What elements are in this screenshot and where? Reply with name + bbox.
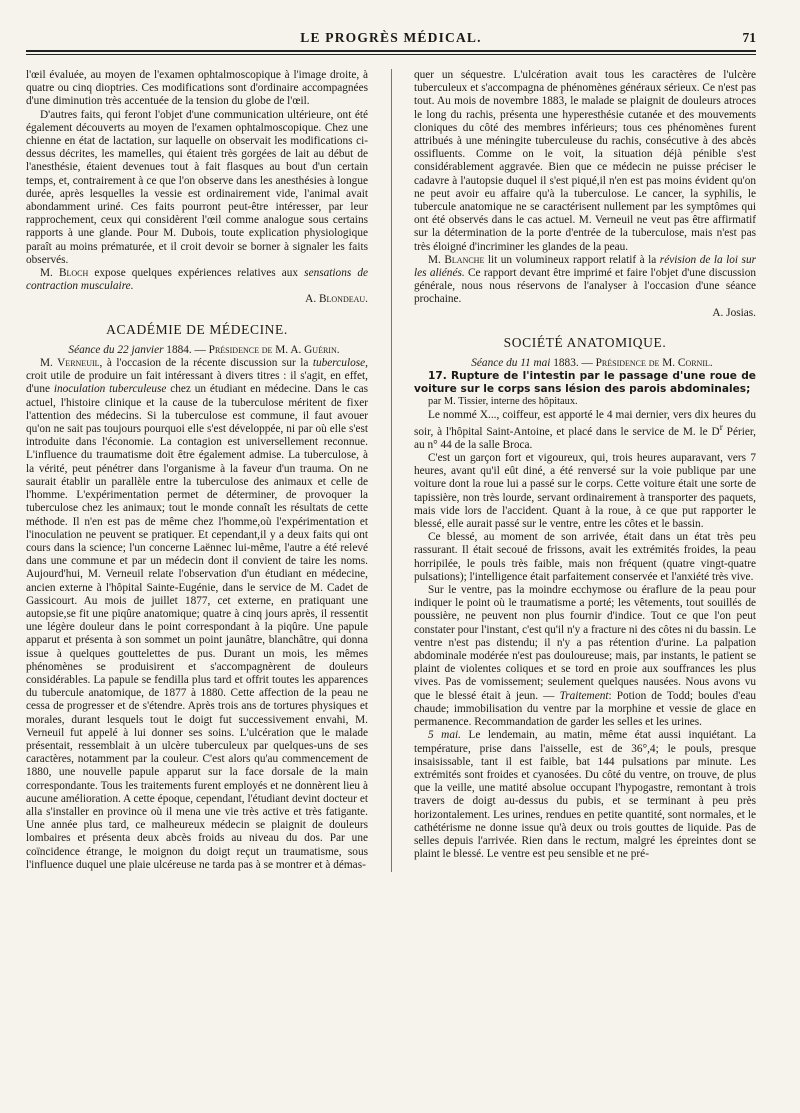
superscript: r	[719, 422, 723, 433]
italic-text: Traitement	[559, 689, 609, 702]
session-presidence: Présidence de M. A. Guérin.	[208, 343, 340, 356]
running-head	[26, 30, 756, 48]
header-rule	[26, 50, 756, 52]
paragraph-text: Le lendemain, au matin, même état aussi inquiétant. La température, prise dans l'aisselle, est de 36°,4; le pouls, presque insaisissable, tant il est faible, bat 144 pulsations par minute. Les extrémités sont froides et cyanosées. Du côté du ventre, on trouve, de plus que la veille, une matité absolue occupant l'hypogastre, remontant à trois travers de doigt au-dessus du pubis, et se terminant à peu près horizontalement. Les urines, rendues en petite quantité, sont normales, et le cathétérisme ne donne issue qu'à deux ou trois gouttes de liquide. Pas de selles depuis l'arrivée. Rien dans le rectum, malgré les épreintes dont se plaint le blessé. Le ventre est peu sensible et ne pré-	[414, 729, 756, 861]
speaker-name: M. Verneuil	[40, 357, 100, 370]
session-year: 1883. —	[550, 357, 596, 370]
right-column	[414, 69, 756, 872]
paragraph-text: Sur le ventre, pas la moindre ecchymose ou éraflure de la peau pour indiquer le point où le traumatisme a porté; les vêtements, tout souillés de poussière, ne peuvent non plus fournir d'indice. Tout ce que l'on peut constater pour l'instant, c'est qu'il n'y a fracture ni des côtes ni du bassin. Le ventre n'est pas distendu; il n'y a pas rétention d'urine. La palpation abdominale modérée n'est pas douloureuse; mais, par instants, le patient se plaint de violentes coliques et se tord en proie aux souffrances les plus vives. Pas de vomissement; seulement quelques nausées. Nous avons vu que le blessé était à jeun. —	[414, 584, 756, 702]
paragraph	[414, 584, 756, 729]
paragraph-text: expose quelques expériences relatives aux	[88, 267, 305, 280]
speaker-name: M. Blanche	[428, 253, 485, 266]
section-title-text: SOCIÉTÉ ANATOMIQUE.	[503, 334, 667, 350]
speaker-name: M. Bloch	[40, 267, 89, 280]
signature	[26, 293, 368, 306]
paragraph-text: , croit utile de produire un fait intéressant à divers titres : il s'agit, en effet, d'une	[26, 357, 368, 396]
italic-text: révision de la loi sur les aliénés.	[414, 253, 757, 280]
paragraph-text: , à l'occasion de la récente discussion sur la	[99, 357, 313, 370]
italic-text: inoculation tuberculeuse	[53, 383, 167, 396]
signature	[414, 307, 756, 320]
session-line	[26, 344, 368, 357]
paragraph	[414, 409, 756, 452]
header-rule-thin	[26, 54, 756, 55]
paragraph-text: Ce rapport devant être imprimé et faire l'objet d'une discussion générale, nous nous réservons de l'analyser à l'occasion d'une séance prochaine.	[414, 267, 756, 306]
page-number: 71	[742, 30, 756, 45]
paragraph: Ce blessé, au moment de son arrivée, était dans un état très peu rassurant. Il était secoué de frissons, avait les extrémités froides, la peau horripilée, le pouls très faible, mais non fréquent (quatre vingt-quatre pulsations); l'intelligence était parfaitement conservée et l'anxiété très vive.	[414, 531, 756, 583]
paragraph	[26, 357, 368, 872]
paragraph-text: Périer, au n° 44 de la salle Broca.	[414, 425, 757, 451]
paragraph: C'est un garçon fort et vigoureux, qui, trois heures auparavant, vers 7 heures, avant qu'il eût diné, a été renversé sur la voie publique par une voiture dont la roue lui a passé sur le corps. Cette voiture était une sorte de tapissière, non très lourde, servant ordinairement à transporter des paquets, mais vide lors de l'accident. Quant à la roue, à ce que put rapporter le blessé, elle aurait passé sur le ventre, entre les côtes et le bassin.	[414, 452, 756, 531]
paragraph-text: chez un étudiant en médecine. Dans le cas actuel, l'histoire clinique et la cause de la tuberculose méritent de fixer l'attention des médecins. Si la tuberculose est commune, il faut avouer qu'on ne sait pas toujours pourquoi elle s'est développée, ni par où elle s'est introduite dans l'économie. La contagion est universellement reconnue. L'influence du traumatisme doit être également admise. La tuberculose, à la vérité, peut pénétrer dans l'organisme à la faveur d'un trauma. On ne saurait établir un parallèle entre la tuberculose des animaux et celle de l'homme. L'expérimentation permet de déterminer, de provoquer la tuberculose chez les animaux; tout le monde connaît les résultats de cette méthode. Il n'en est pas de même chez l'homme,où l'expérimentation et l'inoculation ne peuvent se pratiquer. Et cependant,il y a deux faits qui ont cours dans la science; l'un concerne Laënnec lui-même, l'autre a été relevé dans une commune et par un médecin dont il convient de taire les noms. Aujourd'hui, M. Verneuil relate l'observation d'un étudiant en médecine, ancien externe à l'hôpital Sainte-Eugénie, dans le service de M. Cadet de Gassicourt. Au mois de juillet 1877, cet externe, en pratiquant une autopsie,se fit une piqûre anatomique; quatre à cinq jours après, il ressentit une légère douleur dans le point correspondant à la piqûre. Une papule apparut et présenta à son sommet un point jaunâtre, blanchâtre, qui donna issue à quelques gouttelettes de pus. Durant un mois, les mêmes phénomènes se produisirent et s'accompagnèrent de douleurs considérables. La papule se fendilla plus tard et offrit toutes les apparences du tubercule anatomique, de 1877 à 1880. Cette affection de la peau ne cessa de progresser et de s'étendre. Après trois ans de tortures physiques et morales, durant lesquels tout le doigt fut successivement envahi, M. Verneuil fut appelé à lui donner ses soins. L'ulcération que le malade présentait, ressemblait à un ulcère tuberculeux par quelques-uns de ses caractères, notamment par la couleur. C'est alors qu'au commencement de 1880, une nouvelle papule apparut sur la face dorsale de la main correspondante. Tous les traitements furent employés et ne donnèrent lieu à aucune amélioration. A cette époque, cependant, l'étudiant devint docteur et alla s'installer en province où il mena une vie très active et très fatigante. Une année plus tard, ce malheureux médecin se plaignit de douleurs lombaires et présenta deux abcès froids au niveau du dos. Par une coïncidence étrange, le moignon du doigt reçut un traumatisme, sous l'influence duquel une plaie ulcéreuse ne tarda pas à se montrer et à démas-	[26, 383, 368, 871]
case-author: par M. Tissier, interne des hôpitaux.	[428, 396, 578, 408]
italic-text: sensations de contraction musculaire.	[26, 267, 368, 293]
column-divider	[391, 69, 392, 872]
paragraph-text: : Potion de Todd; boules d'eau chaude; immobilisation du ventre par la morphine et vessie de glace en permanence. Recommandation de garder les selles et les urines.	[414, 689, 757, 729]
session-date: Séance du 11 mai	[471, 357, 551, 370]
signature-text: A. Josias.	[712, 306, 756, 319]
running-title: LE PROGRÈS MÉDICAL.	[300, 30, 482, 45]
italic-text: 5 mai.	[428, 729, 461, 742]
session-year: 1884. —	[163, 343, 209, 356]
section-title-text: ACADÉMIE DE MÉDECINE.	[106, 321, 288, 337]
paragraph	[26, 267, 368, 293]
paragraph	[414, 729, 756, 861]
section-title-academie	[26, 323, 368, 336]
italic-text: tuberculose	[312, 357, 366, 370]
section-title-societe	[414, 336, 756, 349]
paragraph: quer un séquestre. L'ulcération avait tous les caractères de l'ulcère tuberculeux et s'accompagna de phénomènes généraux sérieux. Ce n'est pas tout. Au mois de novembre 1883, le malade se plaignit de douleurs atroces le long du rachis, présenta une hyperesthésie cutanée et des mouvements cloniques du côté des membres inférieurs; tous ces phénomènes furent attribués à une méningite tuberculeuse du rachis, consécutive à des abcès ossifluents. Comme on le voit, la situation déjà pénible s'est considérablement aggravée. Bien que ce médecin ne puisse préciser le cadavre à l'autopsie duquel il s'est piqué,il n'en est pas moins évident qu'on ne peut avoir eu affaire qu'à la tuberculose. Le cancer, la syphilis, le tubercule anatomique ne se caractérisent nullement par les symptômes qui ont été observés dans le cas actuel. M. Verneuil ne veut pas être affirmatif sur la détermination de la porte d'entrée de la tuberculose, mais n'est pas très éloigné d'incriminer les glandes de la peau.	[414, 69, 756, 253]
session-date: Séance du 22 janvier	[68, 343, 164, 356]
paragraph	[414, 254, 756, 307]
left-column	[26, 69, 368, 872]
text-columns	[26, 69, 756, 872]
session-presidence: Présidence de M. Cornil.	[595, 357, 713, 370]
case-heading: 17. Rupture de l'intestin par le passage d'une roue de voiture sur le corps sans lésion des parois abdominales;	[414, 370, 756, 395]
signature-text: A. Blondeau.	[305, 293, 368, 306]
session-line	[414, 357, 756, 370]
paragraph-text: Le nommé X..., coiffeur, est apporté le 4 mai dernier, vers dix heures du soir, à l'hôpital Saint-Antoine, et placé dans le service de M. le D	[414, 408, 756, 438]
paragraph: D'autres faits, qui feront l'objet d'une communication ultérieure, ont été également découverts au moyen de l'examen ophtalmoscopique. Chez une chienne en état de lactation, sur laquelle on observait les modifications ci-dessus décrites, les mamelles, qui étaient très gorgées de lait au début de l'anesthésie, étaient devenues tout à fait flasques au bout d'un certain temps, et, contrairement à ce que l'on observe dans les anesthésies à longue durée, après lesquelles la vessie est ordinairement vide, l'animal avait abondamment uriné. Ces faits pourront peut-être intéresser, par leur rapprochement, ceux qui considèrent l'œil comme analogue sous certains rapports à une glande. Pour M. Dubois, toute explication physiologique paraît au moins prématurée, et il croit devoir se borner à signaler les faits observés.	[26, 108, 368, 266]
paragraph: l'œil évaluée, au moyen de l'examen ophtalmoscopique à l'image droite, à quatre ou cinq dioptries. Ces modifications sont d'ordinaire accompagnées d'une diminution très accentuée de la tension du globe de l'œil.	[26, 69, 368, 108]
paragraph-text: lit un volumineux rapport relatif à la	[484, 253, 660, 266]
